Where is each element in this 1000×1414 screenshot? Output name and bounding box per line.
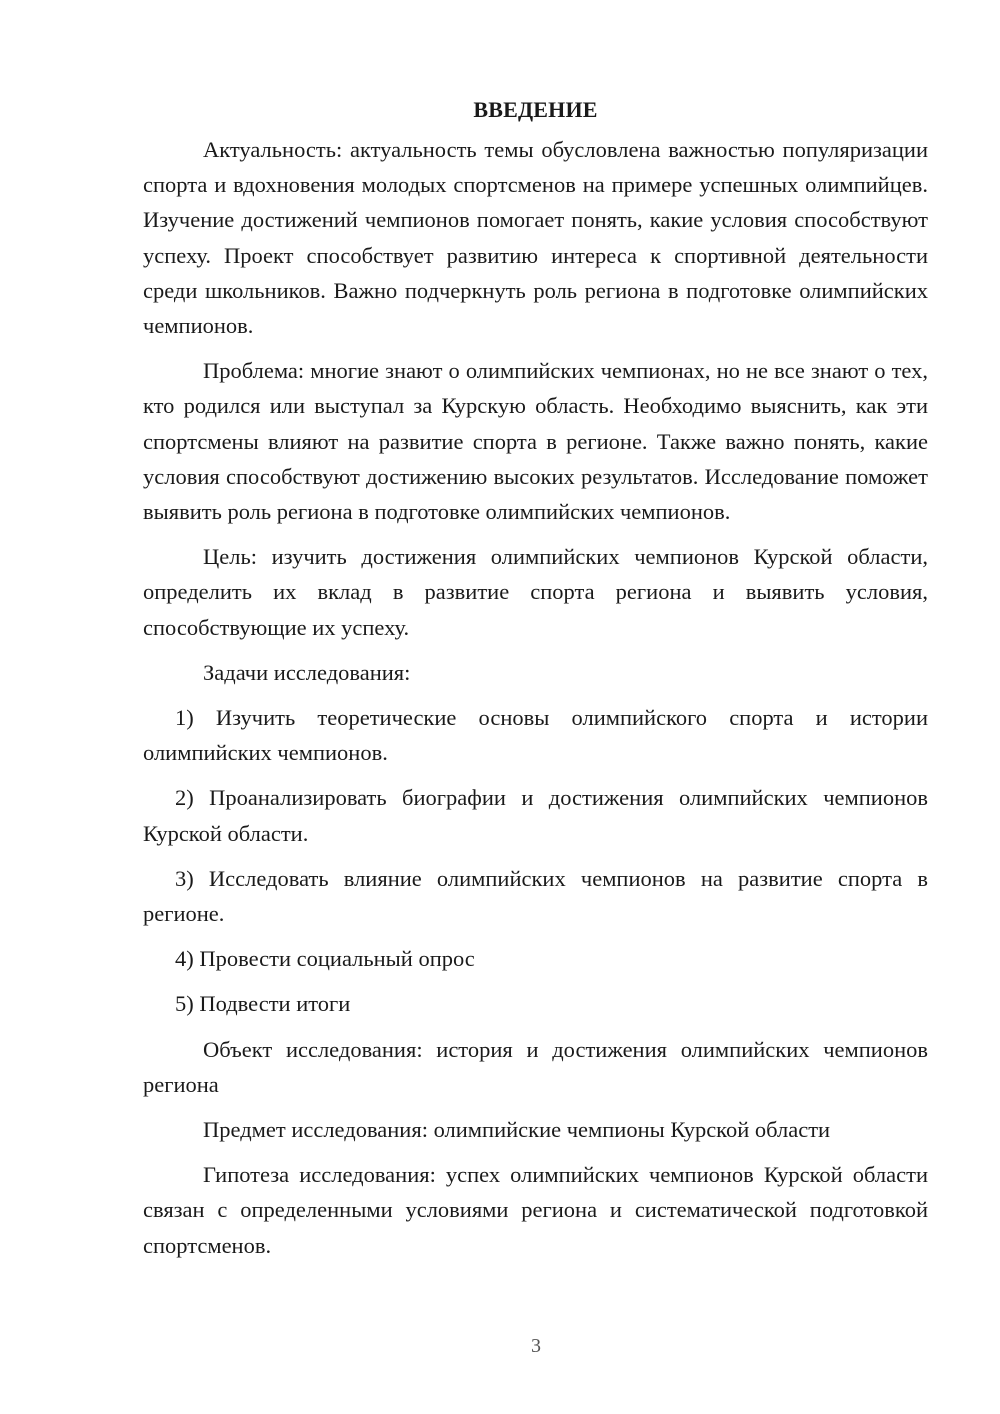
task-item-1: 1) Изучить теоретические основы олимпийского спорта и истории олимпийских чемпионов. [143,705,928,766]
paragraph-hypothesis: Гипотеза исследования: успех олимпийских чемпионов Курской области связан с определенными условиями региона и систематической подготовкой спортсменов. [143,1162,928,1258]
task-item-4: 4) Провести социальный опрос [175,946,475,972]
page-content [143,96,928,1273]
task-item-3: 3) Исследовать влияние олимпийских чемпионов на развитие спорта в регионе. [143,865,928,927]
paragraph-problem: Проблема: многие знают о олимпийских чемпионах, но не все знают о тех, кто родился или выступал за Курскую область. Необходимо выяснить, как эти спортсмены влияют на развитие спорта в регионе. Также важно понять, какие условия способствуют достижению высоких результатов. Исследование поможет выявить роль региона в подготовке олимпийских чемпионов. [143,358,928,525]
paragraph-subject: Предмет исследования: олимпийские чемпионы Курской области [203,1117,831,1143]
task-item-5: 5) Подвести итоги [175,991,351,1017]
paragraph-tasks-heading: Задачи исследования: [203,659,411,685]
paragraph-object: Объект исследования: история и достижения олимпийских чемпионов региона [143,1036,928,1097]
section-title: ВВЕДЕНИЕ [473,97,598,122]
task-item-2: 2) Проанализировать биографии и достижения олимпийских чемпионов Курской области. [143,785,928,846]
page-number: 3 [531,1335,541,1357]
paragraph-relevance: Актуальность: актуальность темы обусловлена важностью популяризации спорта и вдохновения молодых спортсменов на примере успешных олимпийцев. Изучение достижений чемпионов помогает понять, какие условия способствуют успеху. Проект способствует развитию интереса к спортивной деятельности среди школьников. Важно подчеркнуть роль региона в подготовке олимпийских чемпионов. [143,137,928,339]
paragraph-goal: Цель: изучить достижения олимпийских чемпионов Курской области, определить их вклад в развитие спорта региона и выявить условия, способствующие их успеху. [143,544,928,640]
